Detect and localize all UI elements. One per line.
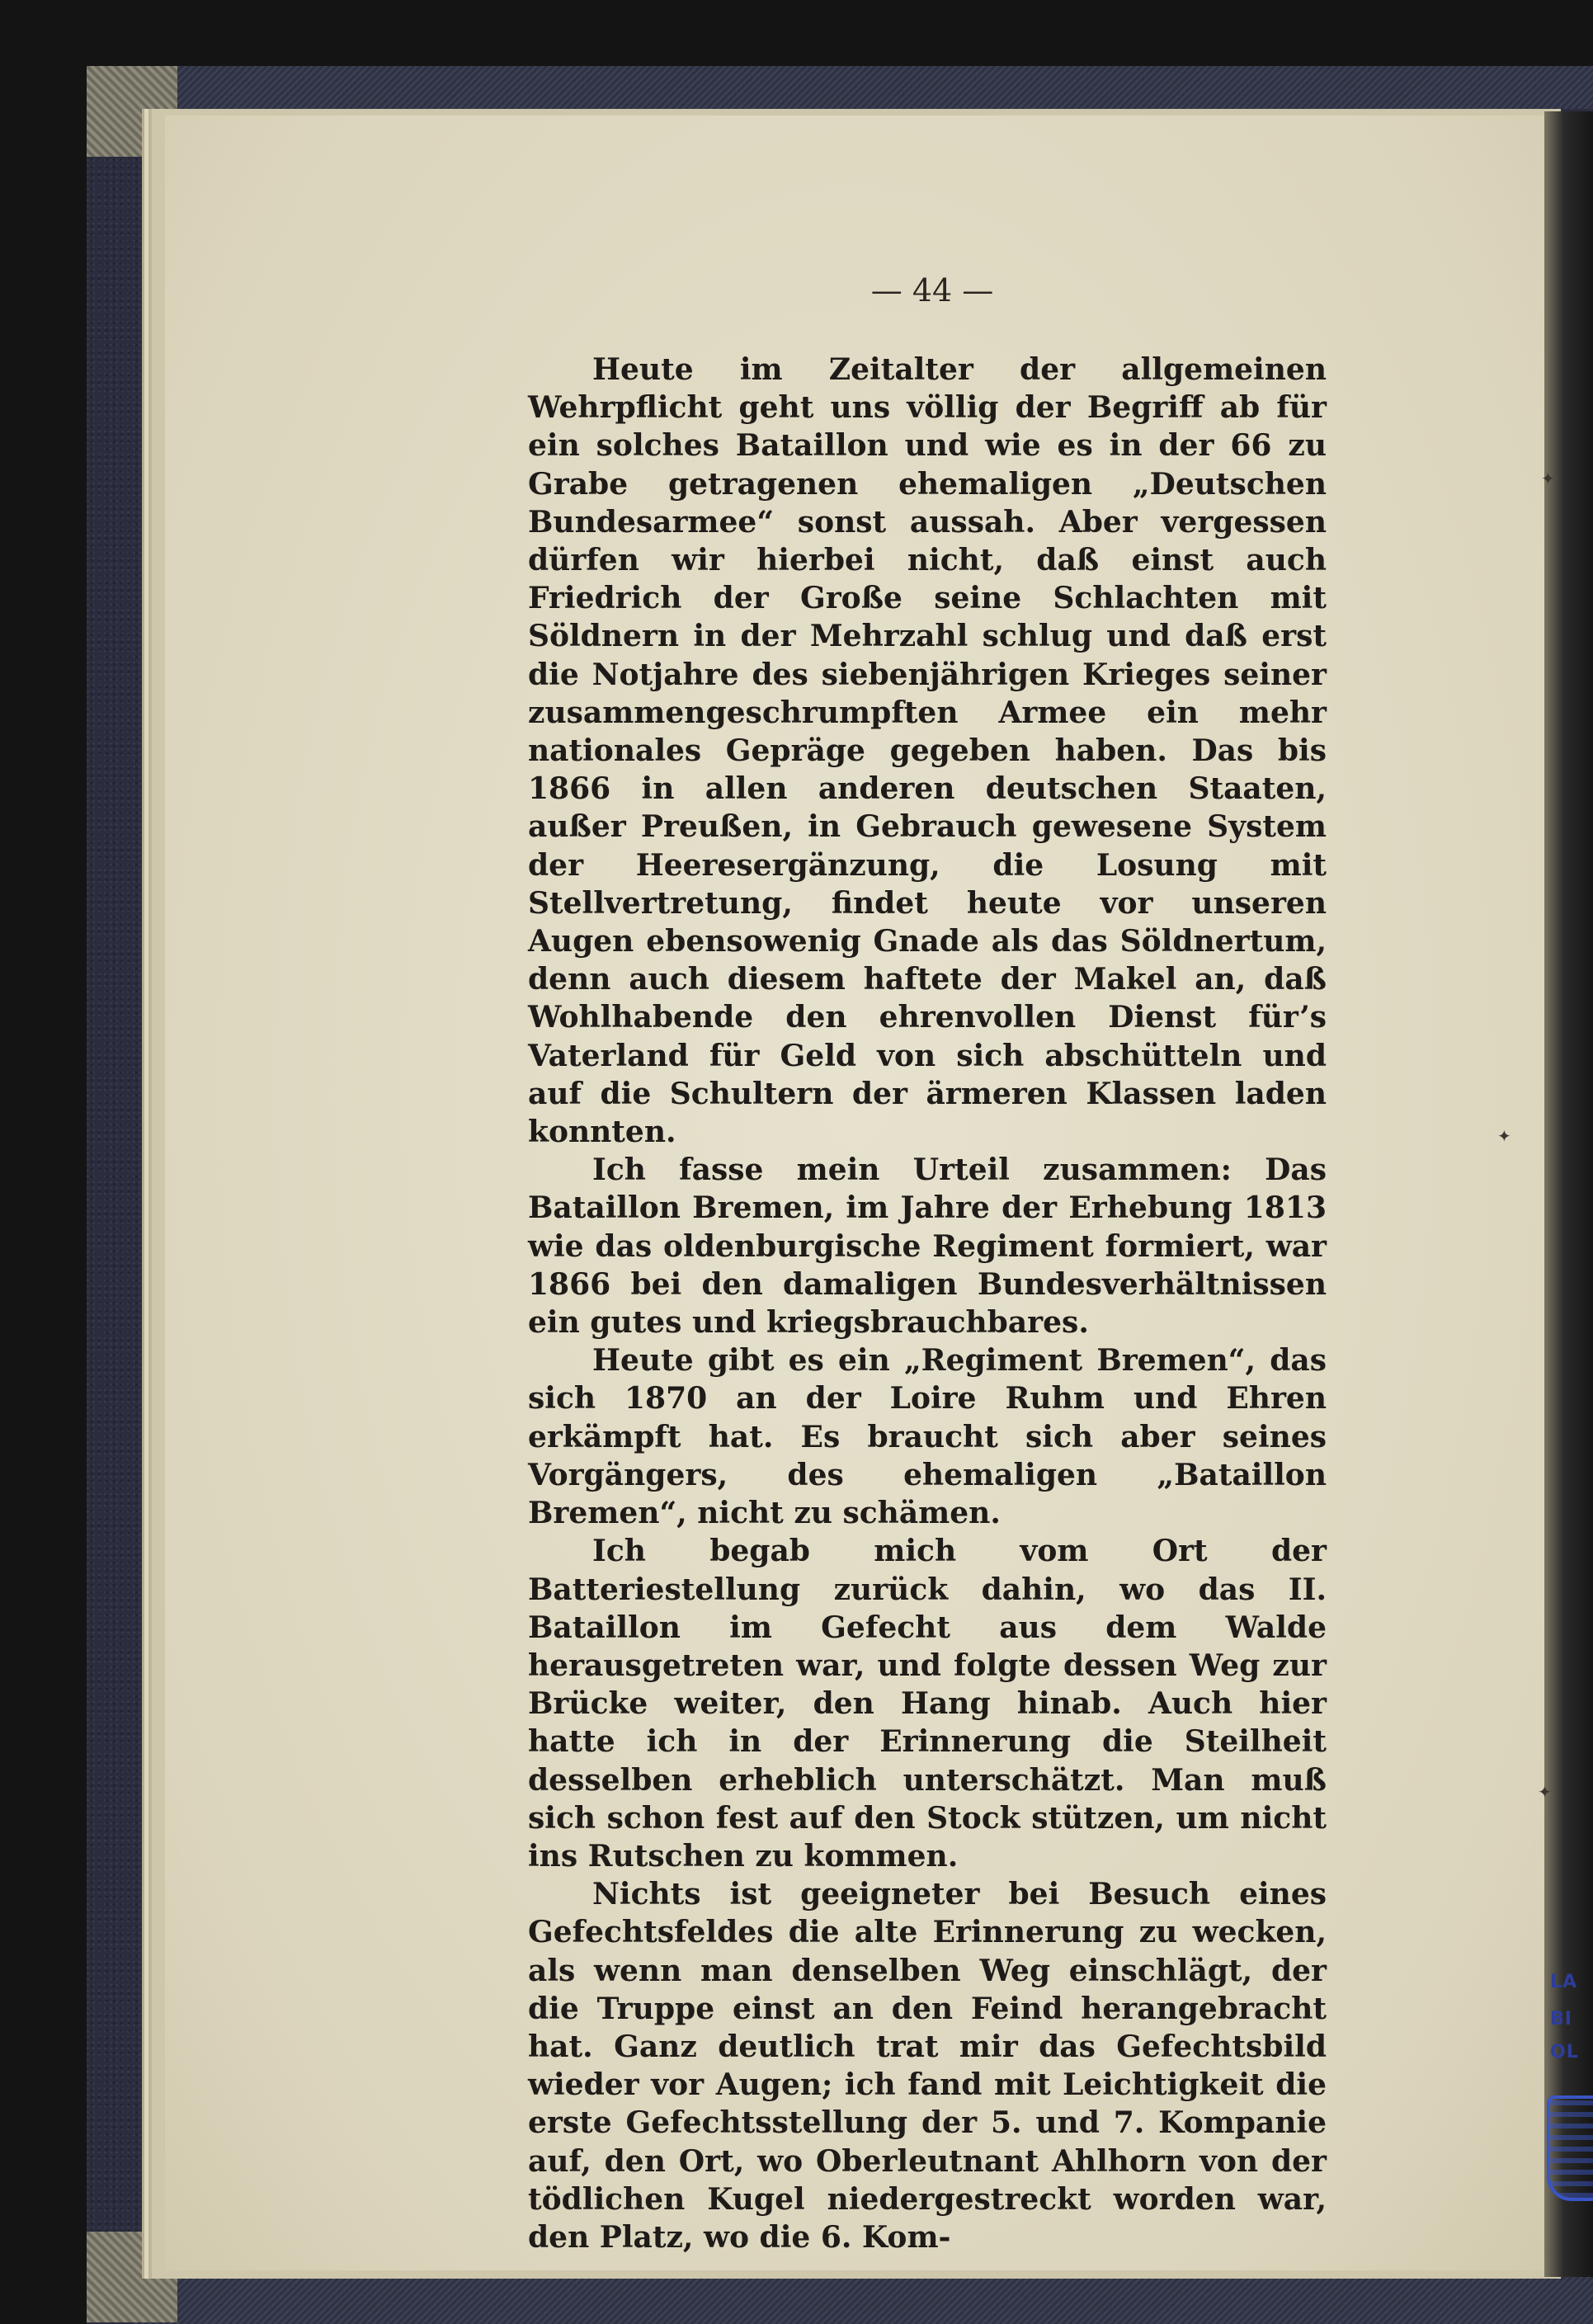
stamp-text-line: BI: [1550, 2009, 1572, 2029]
paragraph: Ich fasse mein Urteil zusammen: Das Bataillon Bremen, im Jahre der Erhebung 1813 wie das oldenburgische Regiment formiert, war 1866 bei den damaligen Bundesverhältnissen ein gutes und kriegsbrauchbares.: [528, 1153, 1327, 1341]
paragraph: Heute gibt es ein „Regiment Bremen“, das sich 1870 an der Loire Ruhm und Ehren erkämpft hat. Es braucht sich aber seines Vorgängers, des ehemaligen „Bataillon Bremen“, nicht zu schämen.: [528, 1343, 1327, 1531]
margin-mark-icon: ✦: [1538, 1782, 1552, 1802]
cover-edge-top: [132, 66, 1593, 109]
margin-mark-icon: ✦: [1541, 469, 1555, 488]
paragraph: Heute im Zeitalter der allgemeinen Wehrpflicht geht uns völlig der Begriff ab für ein solches Bataillon und wie es in der 66 zu Grabe getragenen ehemaligen „Deutschen Bundesarmee“ sonst aussah. Aber vergessen dürfen wir hierbei nicht, daß einst auch Friedrich der Große seine Schlachten mit Söldnern in der Mehrzahl schlug und daß erst die Notjahre des siebenjährigen Krieges seiner zusammengeschrumpften Armee ein mehr nationales Gepräge gegeben haben. Das bis 1866 in allen anderen deutschen Staaten, außer Preußen, in Gebrauch gewesene System der Heeresergänzung, die Losung mit Stellvertretung, findet heute vor unseren Augen ebensowenig Gnade als das Söldnertum, denn auch diesem haftete der Makel an, daß Wohlhabende den ehrenvollen Dienst für’s Vaterland für Geld von sich abschütteln und auf die Schultern der ärmeren Klassen laden konnten.: [528, 352, 1327, 1150]
paragraph: Ich begab mich vom Ort der Batteriestellung zurück dahin, wo das II. Bataillon im Gefecht aus dem Walde herausgetreten war, und folgte dessen Weg zur Brücke weiter, den Hang hinab. Auch hier hatte ich in der Erinnerung die Steilheit desselben erheblich unterschätzt. Man muß sich schon fest auf den Stock stützen, um nicht ins Rutschen zu kommen.: [528, 1534, 1327, 1874]
margin-mark-icon: ✦: [1497, 1126, 1511, 1146]
stamp-shield-icon: [1547, 2095, 1593, 2201]
book-gutter: [1544, 111, 1593, 2277]
paragraph: Nichts ist geeigneter bei Besuch eines Gefechtsfeldes die alte Erinnerung zu wecken, als wenn man denselben Weg einschlägt, der die Truppe einst an den Feind herangebracht hat. Ganz deutlich trat mir das Gefechtsbild wieder vor Augen; ich fand mit Leichtigkeit die erste Gefechtsstellung der 5. und 7. Kompanie auf, den Ort, wo Oberleutnant Ahlhorn von der tödlichen Kugel niedergestreckt worden war, den Platz, wo die 6. Kom-: [528, 1877, 1327, 2255]
library-stamp: [1530, 1972, 1593, 2219]
stamp-text-line: OL: [1550, 2042, 1579, 2062]
stamp-text-line: LA: [1550, 1972, 1578, 1992]
page-number: — 44 —: [870, 272, 994, 309]
page-body-text: [528, 351, 1327, 2256]
cover-edge-bottom: [132, 2273, 1593, 2324]
